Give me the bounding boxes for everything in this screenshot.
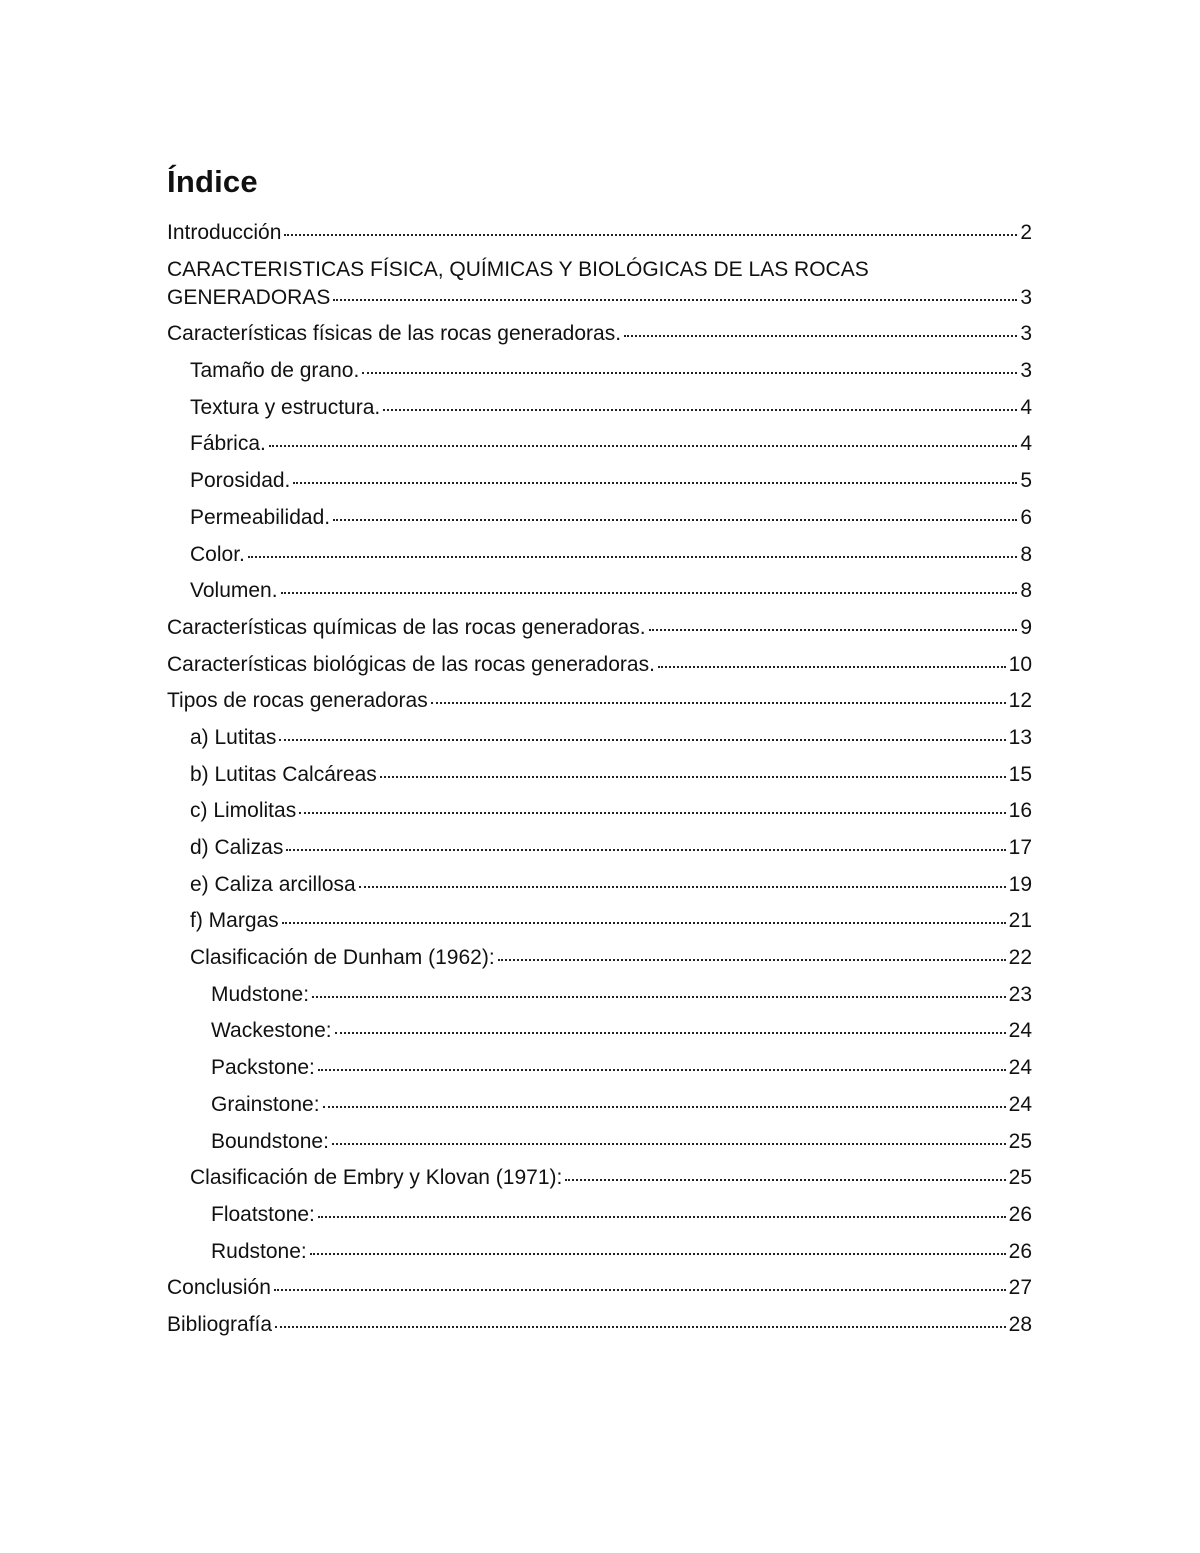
- dot-leader: [565, 1163, 1005, 1184]
- toc-entry-label: Grainstone:: [211, 1092, 320, 1116]
- toc-entry-label: Wackestone:: [211, 1019, 332, 1043]
- toc-entry-page-number: 24: [1008, 1056, 1032, 1080]
- dot-leader: [281, 576, 1018, 597]
- toc-entry[interactable]: [167, 429, 1032, 459]
- toc-entry-page-number: 6: [1020, 505, 1032, 529]
- dot-leader: [318, 1053, 1006, 1074]
- toc-entry[interactable]: [167, 943, 1032, 973]
- dot-leader: [362, 356, 1017, 377]
- toc-entry-page-number: 10: [1008, 652, 1032, 676]
- toc-entry-label: Clasificación de Dunham (1962):: [190, 946, 495, 970]
- toc-entry[interactable]: [167, 356, 1032, 386]
- toc-entry-label: c) Limolitas: [190, 799, 297, 823]
- toc-entry-label: Volumen.: [190, 579, 278, 603]
- toc-entry-label: Rudstone:: [211, 1239, 307, 1263]
- toc-entry-page-number: 16: [1008, 799, 1032, 823]
- toc-entry-page-number: 3: [1020, 359, 1032, 383]
- toc-entry-page-number: 13: [1008, 725, 1032, 749]
- toc-entry-label: e) Caliza arcillosa: [190, 872, 356, 896]
- dot-leader: [312, 980, 1006, 1001]
- dot-leader: [649, 613, 1018, 634]
- toc-entry[interactable]: [167, 1053, 1032, 1083]
- toc-entry-page-number: 23: [1008, 982, 1032, 1006]
- toc-entry[interactable]: [167, 906, 1032, 936]
- toc-entry-page-number: 28: [1008, 1312, 1032, 1336]
- dot-leader: [248, 540, 1017, 561]
- toc-entry-page-number: 17: [1008, 836, 1032, 859]
- toc-entry-page-number: 21: [1008, 909, 1032, 933]
- toc-entry-label: Color.: [190, 542, 245, 566]
- dot-leader: [333, 283, 1017, 304]
- dot-leader: [383, 393, 1017, 414]
- toc-heading: Índice: [167, 164, 258, 199]
- toc-entry[interactable]: [167, 218, 1032, 248]
- toc-entry-label: Fábrica.: [190, 432, 266, 456]
- document-page: [167, 160, 1032, 1347]
- dot-leader: [431, 686, 1006, 707]
- dot-leader: [624, 319, 1017, 340]
- toc-entry-page-number: 24: [1008, 1019, 1032, 1043]
- toc-entry-label: Características biológicas de las rocas generadoras.: [167, 652, 655, 676]
- toc-entry[interactable]: [167, 1310, 1032, 1340]
- toc-entry-label-line: [167, 283, 1032, 313]
- toc-entry[interactable]: [167, 1016, 1032, 1046]
- toc-entry-label-line: CARACTERISTICAS FÍSICA, QUÍMICAS Y BIOLÓGICAS DE LAS ROCAS: [167, 257, 869, 281]
- toc-entry-label: Tipos de rocas generadoras: [167, 689, 428, 713]
- toc-entry-label: Packstone:: [211, 1056, 315, 1080]
- toc-entry-label: Tamaño de grano.: [190, 359, 360, 383]
- toc-entry-label: Introducción: [167, 221, 282, 244]
- toc-entry[interactable]: [167, 723, 1032, 753]
- toc-entry-page-number: 27: [1008, 1276, 1032, 1300]
- dot-leader: [332, 1127, 1006, 1148]
- toc-entry[interactable]: [167, 613, 1032, 643]
- toc-entry-page-number: 2: [1020, 221, 1032, 244]
- toc-entry-label: Floatstone:: [211, 1202, 315, 1226]
- dot-leader: [269, 429, 1017, 450]
- toc-entry-label: f) Margas: [190, 909, 279, 933]
- toc-entry-label: Características químicas de las rocas generadoras.: [167, 615, 646, 639]
- dot-leader: [274, 1273, 1006, 1294]
- dot-leader: [335, 1016, 1006, 1037]
- toc-entry-page-number: 22: [1008, 946, 1032, 970]
- toc-entry-label: Permeabilidad.: [190, 505, 331, 529]
- toc-entry-label: Boundstone:: [211, 1129, 329, 1153]
- dot-leader: [658, 650, 1006, 671]
- toc-entry[interactable]: [167, 870, 1032, 900]
- dot-leader: [380, 760, 1006, 781]
- toc-entry-page-number: 25: [1008, 1166, 1032, 1190]
- toc-entry-label: Textura y estructura.: [190, 395, 381, 419]
- toc-entry-page-number: 8: [1020, 542, 1032, 566]
- toc-entry-page-number: 4: [1020, 395, 1032, 419]
- toc-entry-label: Mudstone:: [211, 982, 310, 1006]
- toc-entry-page-number: 19: [1008, 872, 1032, 896]
- toc-entry[interactable]: [167, 760, 1032, 790]
- toc-entry-page-number: 5: [1020, 469, 1032, 493]
- toc-entry[interactable]: [167, 1127, 1032, 1157]
- dot-leader: [286, 833, 1005, 854]
- toc-entry-label: Clasificación de Embry y Klovan (1971):: [190, 1166, 563, 1190]
- toc-entry-page-number: 24: [1008, 1092, 1032, 1116]
- toc-entry[interactable]: [167, 980, 1032, 1010]
- toc-entry-page-number: 25: [1008, 1129, 1032, 1153]
- dot-leader: [318, 1200, 1006, 1221]
- toc-entry-label: Características físicas de las rocas generadoras.: [167, 322, 622, 346]
- toc-entry[interactable]: [167, 650, 1032, 680]
- toc-entry-label: Bibliografía: [167, 1312, 273, 1336]
- dot-leader: [359, 870, 1006, 891]
- toc-entry[interactable]: [167, 1163, 1032, 1193]
- toc-entry[interactable]: [167, 833, 1032, 863]
- toc-entry[interactable]: [167, 255, 1032, 313]
- dot-leader: [282, 906, 1006, 927]
- toc-entry[interactable]: [167, 540, 1032, 570]
- toc-entry[interactable]: [167, 503, 1032, 533]
- toc-entry[interactable]: [167, 466, 1032, 496]
- toc-entry[interactable]: [167, 686, 1032, 716]
- toc-entry-page-number: 12: [1008, 689, 1032, 713]
- dot-leader: [333, 503, 1017, 524]
- dot-leader: [323, 1090, 1006, 1111]
- dot-leader: [299, 796, 1005, 817]
- toc-entry-page-number: 26: [1008, 1239, 1032, 1263]
- toc-entry-label: Porosidad.: [190, 469, 291, 493]
- toc-entry-label: a) Lutitas: [190, 725, 277, 749]
- toc-entry-label: Conclusión: [167, 1276, 271, 1300]
- dot-leader: [279, 723, 1005, 744]
- toc-entry-page-number: 4: [1020, 432, 1032, 456]
- toc-entry-label: b) Lutitas Calcáreas: [190, 762, 377, 786]
- toc-entry-page-number: 8: [1020, 579, 1032, 603]
- dot-leader: [275, 1310, 1006, 1331]
- toc-entry-label: d) Calizas: [190, 836, 284, 859]
- toc-entry[interactable]: [167, 1090, 1032, 1120]
- toc-list: [167, 218, 1032, 1340]
- toc-entry[interactable]: [167, 576, 1032, 606]
- toc-entry-page-number: 26: [1008, 1202, 1032, 1226]
- dot-leader: [293, 466, 1017, 487]
- toc-entry[interactable]: [167, 1273, 1032, 1303]
- toc-entry[interactable]: [167, 1237, 1032, 1267]
- toc-entry[interactable]: [167, 393, 1032, 423]
- toc-entry-label: GENERADORAS: [167, 285, 331, 309]
- toc-entry[interactable]: [167, 1200, 1032, 1230]
- dot-leader: [284, 218, 1017, 239]
- toc-entry-page-number: 3: [1020, 285, 1032, 309]
- toc-entry[interactable]: [167, 796, 1032, 826]
- dot-leader: [498, 943, 1006, 964]
- toc-entry-page-number: 3: [1020, 322, 1032, 346]
- toc-entry-page-number: 9: [1020, 615, 1032, 639]
- toc-entry-page-number: 15: [1008, 762, 1032, 786]
- toc-entry[interactable]: [167, 319, 1032, 349]
- dot-leader: [310, 1237, 1006, 1258]
